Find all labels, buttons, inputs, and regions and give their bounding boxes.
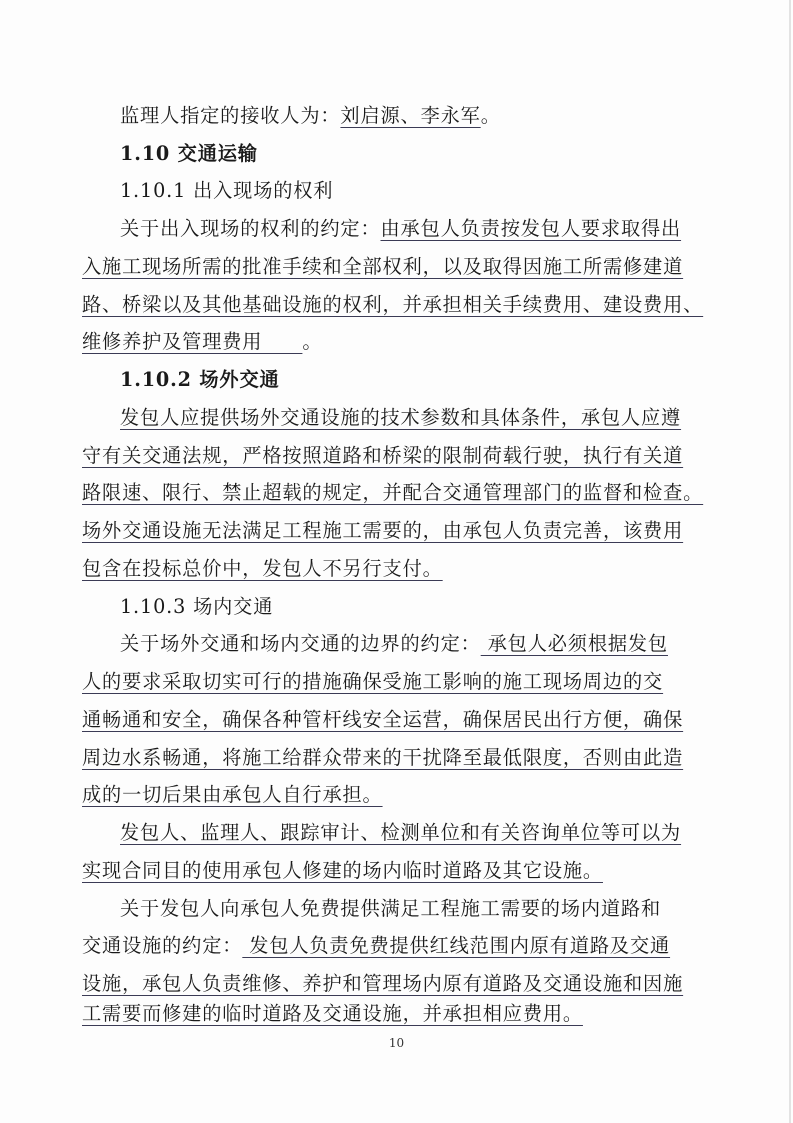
section-heading <box>120 140 258 168</box>
underlined-text: 承包人必须根据发包 <box>480 632 668 655</box>
text-span: 交通设施的约定： <box>82 934 243 957</box>
underlined-text: 设施，承包人负责维修、养护和管理场内原有道路及交通设施和因施 <box>82 972 684 995</box>
text-span: 关于出入现场的权利的约定： <box>120 217 381 240</box>
text-line <box>82 328 322 356</box>
underlined-text: 刘启源、李永军 <box>340 104 481 127</box>
text-line <box>82 517 683 545</box>
text-line <box>82 668 663 696</box>
subsection-heading <box>120 366 280 394</box>
text-line <box>82 781 383 809</box>
text-line <box>120 630 668 658</box>
underlined-text: 工需要而修建的临时道路及交通设施，并承担相应费用。 <box>82 1002 583 1025</box>
page-number: 10 <box>388 1036 405 1050</box>
text-span: 。 <box>302 330 323 353</box>
underlined-text: 人的要求采取切实可行的措施确保受施工影响的施工现场周边的交 <box>82 670 664 693</box>
text-line <box>82 291 703 319</box>
scan-edge <box>789 0 791 1123</box>
heading-text: 1.10 交通运输 <box>120 142 258 165</box>
underlined-text: 入施工现场所需的批准手续和全部权利，以及取得因施工所需修建道 <box>82 255 684 278</box>
underlined-text: 发包人应提供场外交通设施的技术参数和具体条件，承包人应遵 <box>120 406 682 429</box>
underlined-text: 实现合同目的使用承包人修建的场内临时道路及其它设施。 <box>82 859 603 882</box>
underlined-text: 维修养护及管理费用 <box>82 330 303 353</box>
text-line <box>120 895 661 923</box>
underlined-text: 路、桥梁以及其他基础设施的权利，并承担相关手续费用、建设费用、 <box>82 293 704 316</box>
text-line <box>82 706 683 734</box>
text-line <box>82 1000 583 1028</box>
text-span: 监理人指定的接收人为： <box>120 104 341 127</box>
underlined-text: 由承包人负责按发包人要求取得出 <box>380 217 682 240</box>
underlined-text: 周边水系畅通，将施工给群众带来的干扰降至最低限度，否则由此造 <box>82 746 684 769</box>
text-span: 关于场外交通和场内交通的边界的约定： <box>120 632 481 655</box>
underlined-text: 发包人、监理人、跟踪审计、检测单位和有关咨询单位等可以为 <box>120 821 682 844</box>
text-line <box>82 744 683 772</box>
heading-text: 1.10.2 场外交通 <box>120 368 280 391</box>
text-span: 。 <box>480 104 501 127</box>
underlined-text: 包含在投标总价中，发包人不另行支付。 <box>82 557 443 580</box>
text-line <box>82 555 443 583</box>
underlined-text: 场外交通设施无法满足工程施工需要的，由承包人负责完善，该费用 <box>82 519 684 542</box>
underlined-text: 成的一切后果由承包人自行承担。 <box>82 783 383 806</box>
text-line <box>82 857 603 885</box>
underlined-text: 守有关交通法规，严格按照道路和桥梁的限制荷载行驶，执行有关道 <box>82 444 684 467</box>
underlined-text: 路限速、限行、禁止超载的规定，并配合交通管理部门的监督和检查。 <box>82 481 704 504</box>
text-line <box>120 102 501 130</box>
subsection-heading <box>120 177 333 205</box>
text-line <box>120 404 681 432</box>
subsection-heading <box>120 593 273 621</box>
underlined-text: 发包人负责免费提供红线范围内原有道路及交通 <box>242 934 671 957</box>
text-line <box>120 215 681 243</box>
text-span: 关于发包人向承包人免费提供满足工程施工需要的场内道路和 <box>120 897 662 920</box>
heading-text: 1.10.3 场内交通 <box>120 595 274 618</box>
text-line <box>82 253 683 281</box>
text-line <box>82 442 683 470</box>
text-line <box>82 479 703 507</box>
heading-text: 1.10.1 出入现场的权利 <box>120 179 334 202</box>
text-line <box>120 819 681 847</box>
underlined-text: 通畅通和安全，确保各种管杆线安全运营，确保居民出行方便，确保 <box>82 708 684 731</box>
text-line <box>82 970 683 998</box>
text-line <box>82 932 670 960</box>
